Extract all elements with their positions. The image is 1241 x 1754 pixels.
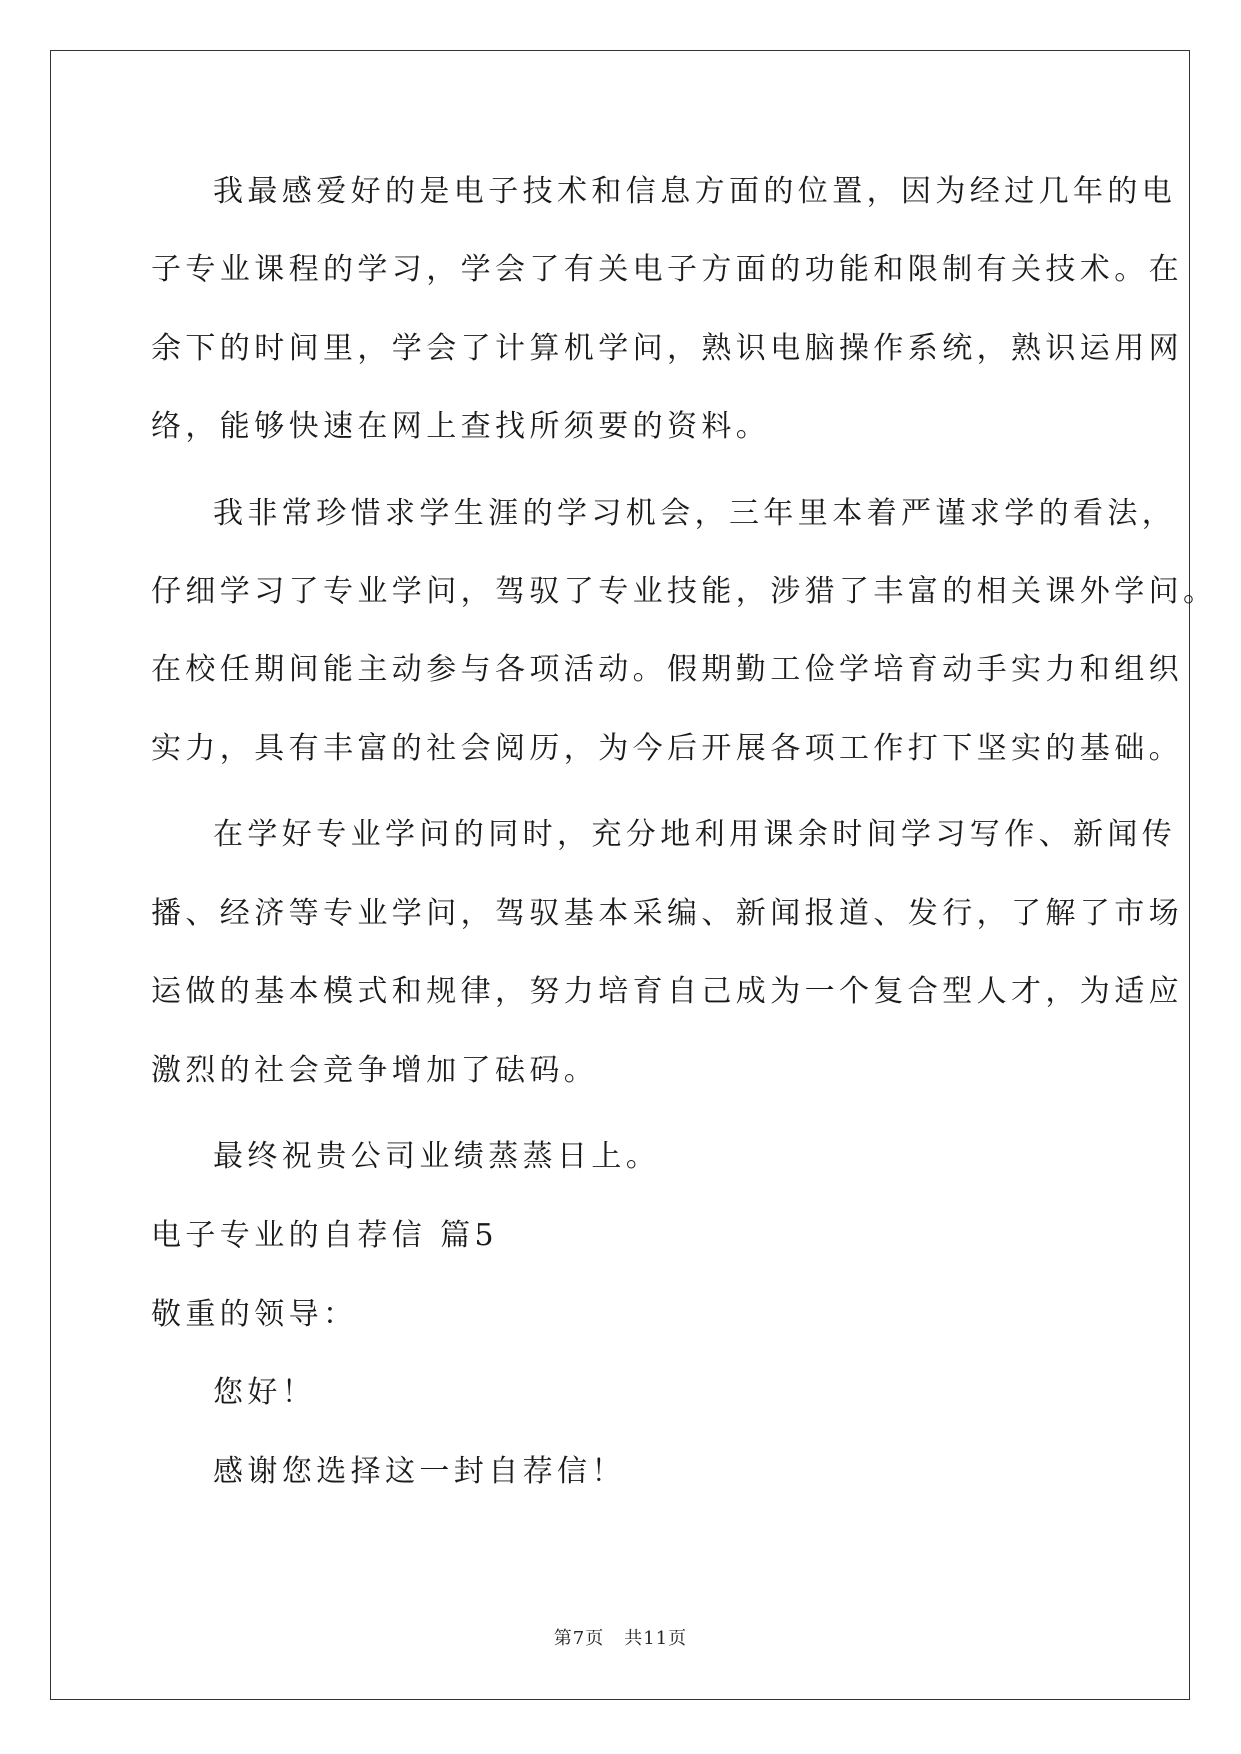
- greeting: 您好！: [213, 1375, 317, 1410]
- paragraph-line: 我非常珍惜求学生涯的学习机会，三年里本着严谨求学的看法，: [213, 496, 1177, 531]
- paragraph-line: 运做的基本模式和规律，努力培育自己成为一个复合型人才，为适应: [151, 974, 1183, 1009]
- paragraph-line: 子专业课程的学习，学会了有关电子方面的功能和限制有关技术。在: [151, 252, 1183, 287]
- paragraph-line: 在校任期间能主动参与各项活动。假期勤工俭学培育动手实力和组织: [151, 652, 1183, 687]
- salutation: 敬重的领导：: [151, 1297, 358, 1332]
- paragraph-line: 余下的时间里，学会了计算机学问，熟识电脑操作系统，熟识运用网: [151, 331, 1183, 366]
- paragraph-line: 仔细学习了专业学问，驾驭了专业技能，涉猎了丰富的相关课外学问。: [151, 574, 1218, 609]
- paragraph-line: 在学好专业学问的同时，充分地利用课余时间学习写作、新闻传: [213, 817, 1177, 852]
- section-heading: 电子专业的自荐信 篇5: [151, 1218, 499, 1253]
- paragraph-line: 我最感爱好的是电子技术和信息方面的位置，因为经过几年的电: [213, 174, 1177, 209]
- current-page: 第7页: [553, 1628, 605, 1649]
- paragraph-line: 实力，具有丰富的社会阅历，为今后开展各项工作打下坚实的基础。: [151, 731, 1183, 766]
- paragraph-line: 播、经济等专业学问，驾驭基本采编、新闻报道、发行，了解了市场: [151, 896, 1183, 931]
- paragraph-line: 络，能够快速在网上查找所须要的资料。: [151, 409, 771, 444]
- total-pages: 共11页: [624, 1628, 688, 1649]
- closing-line: 最终祝贵公司业绩蒸蒸日上。: [213, 1139, 661, 1174]
- thanks-line: 感谢您选择这一封自荐信！: [213, 1454, 626, 1489]
- page-number: [0, 1627, 1241, 1651]
- paragraph-line: 激烈的社会竞争增加了砝码。: [151, 1053, 599, 1088]
